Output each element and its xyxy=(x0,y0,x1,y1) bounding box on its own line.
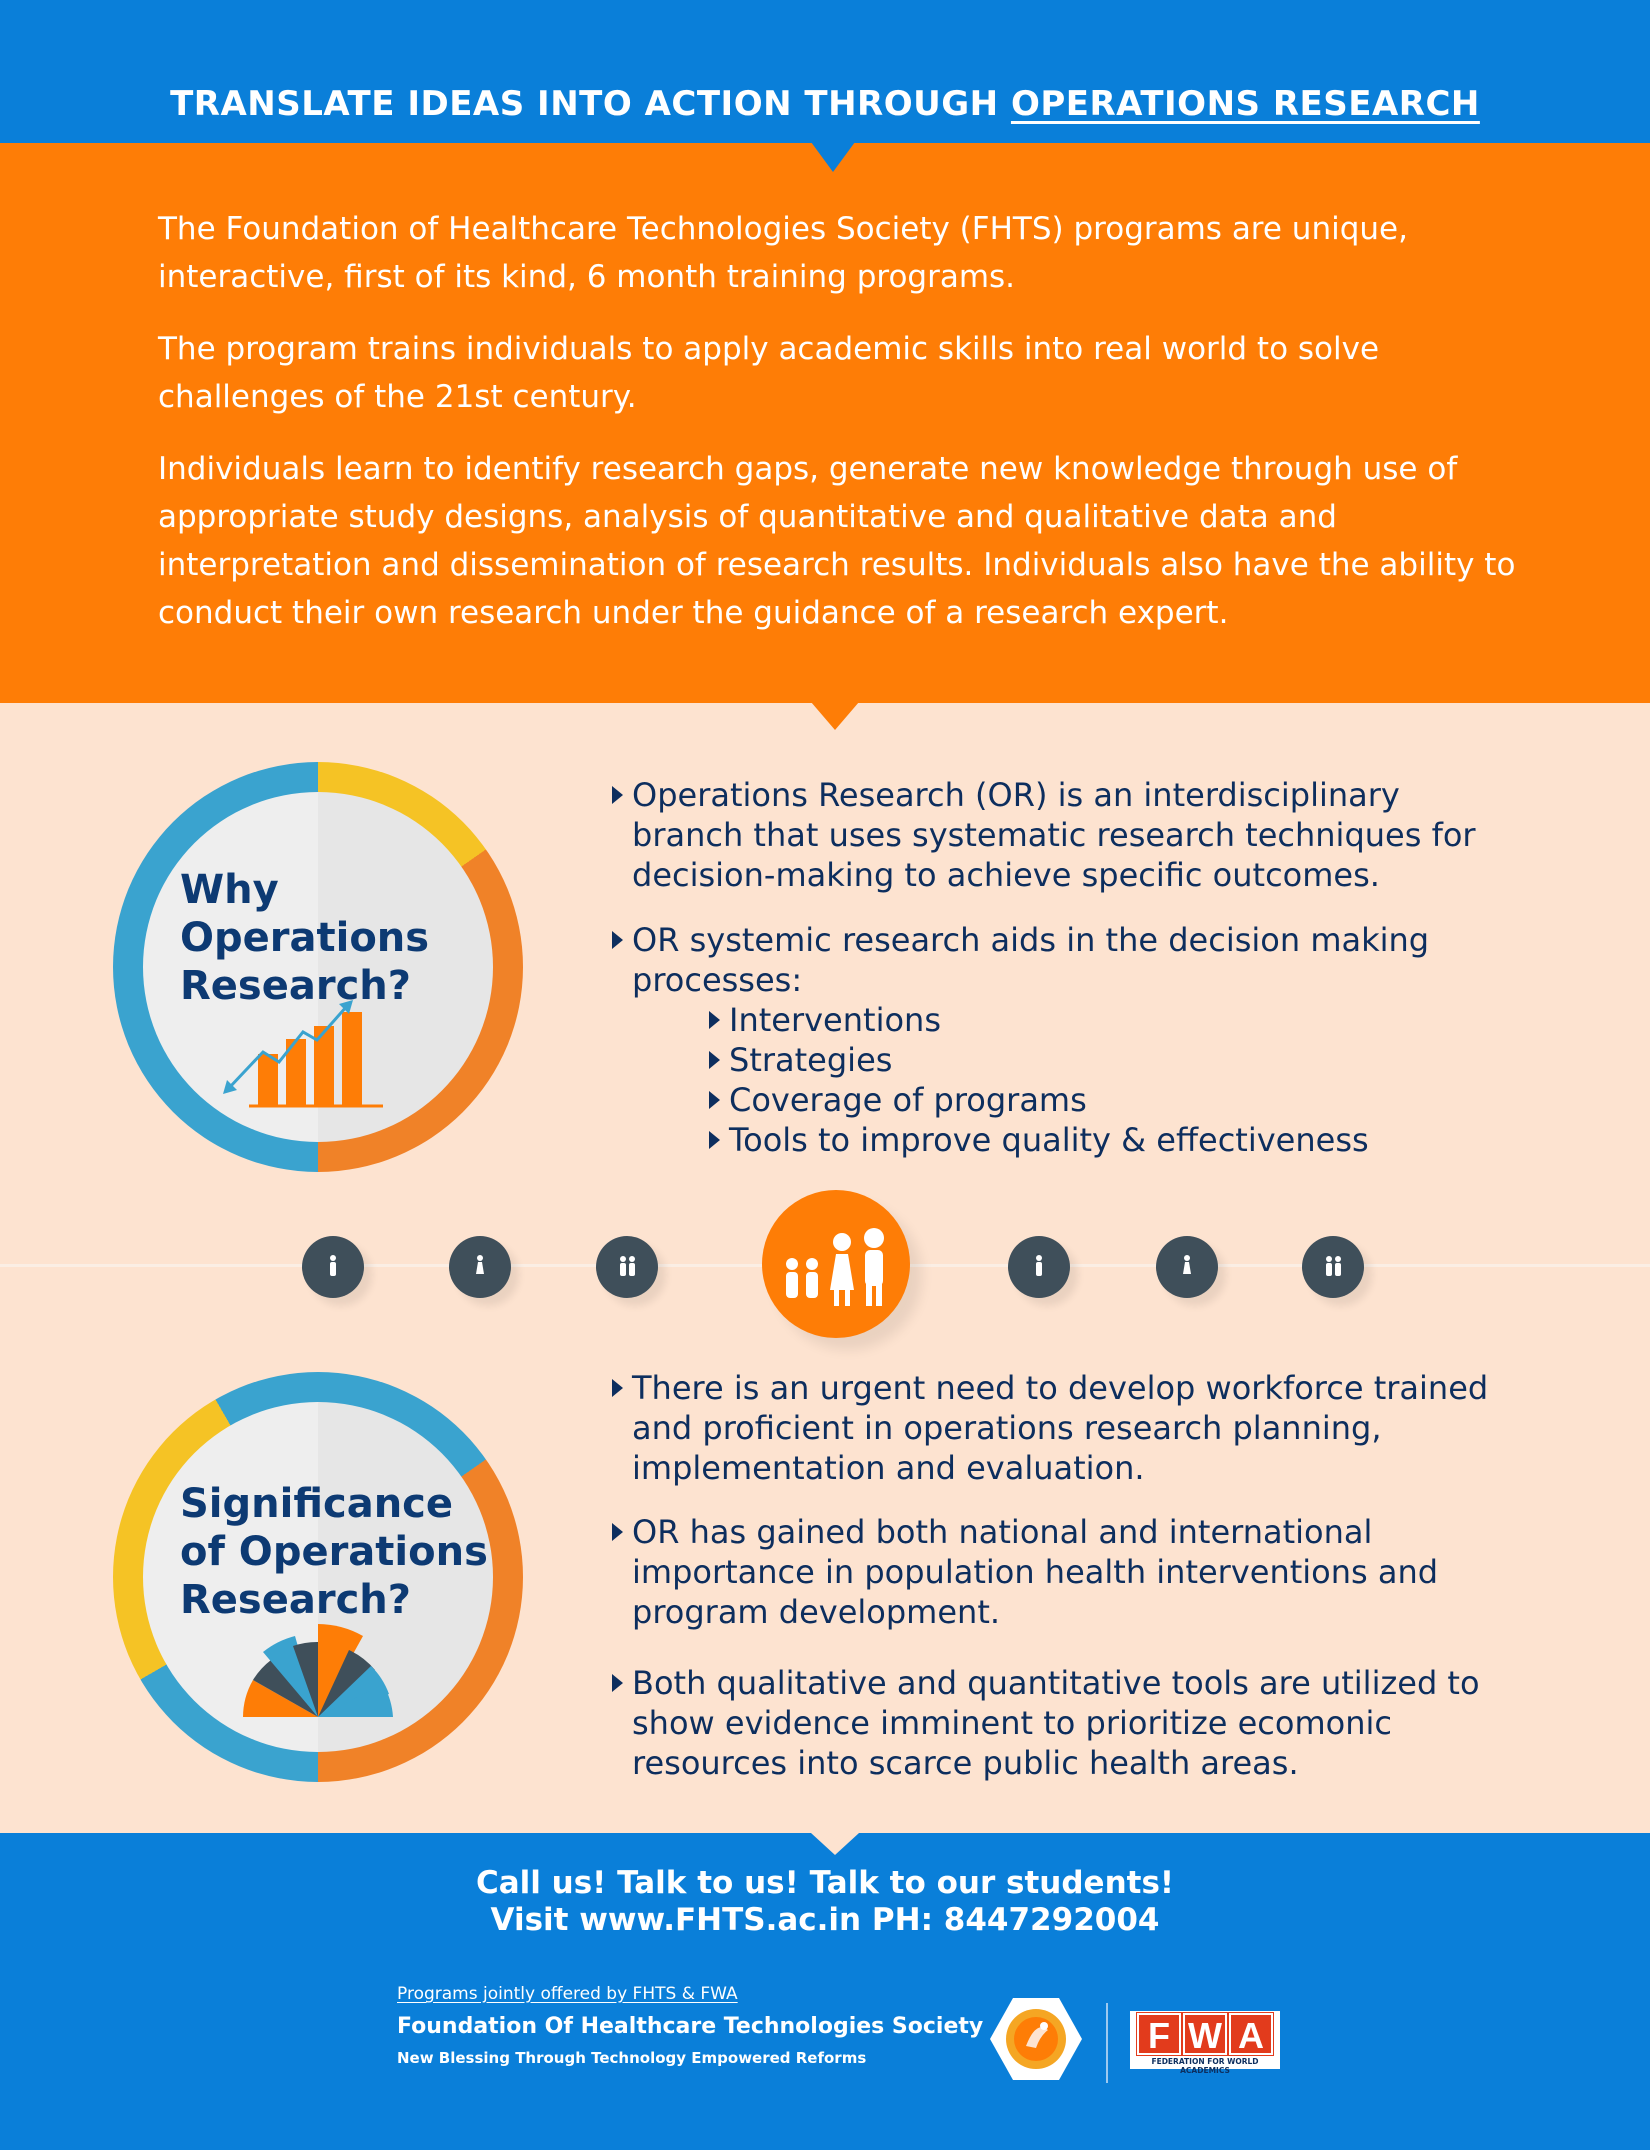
bullet-arrow-icon xyxy=(709,1091,720,1109)
fhts-logo-icon xyxy=(990,1996,1082,2082)
org-tagline: New Blessing Through Technology Empowered Reforms xyxy=(397,2049,867,2067)
header-banner xyxy=(0,0,1650,143)
intro-paragraph: Individuals learn to identify research gaps, generate new knowledge through use of appropriate study designs, analysis of quantitative and qualitative data and interpretation and dissemination of research results. Individuals also have the ability to conduct their own research under the guidance of a research expert. xyxy=(158,451,1516,631)
header-notch xyxy=(811,142,855,172)
list-item: OR has gained both national and international importance in population health interventions and program development. xyxy=(612,1512,1512,1632)
bullet-arrow-icon xyxy=(612,1523,623,1541)
list-item: Operations Research (OR) is an interdisciplinary branch that uses systematic research techniques for decision-making to achieve specific outcomes. xyxy=(612,775,1512,895)
fwa-logo xyxy=(1130,2011,1280,2075)
org-name: Foundation Of Healthcare Technologies Society xyxy=(397,2014,984,2039)
bullet-arrow-icon xyxy=(709,1011,720,1029)
intro-notch xyxy=(811,702,859,730)
list-item: Strategies xyxy=(612,1040,1512,1080)
bar-chart-icon xyxy=(213,992,413,1122)
list-item: There is an urgent need to develop workforce trained and proficient in operations research planning, implementation and evaluation. xyxy=(612,1368,1512,1488)
footer-notch xyxy=(811,1833,859,1855)
fwa-logo-letters: F W A xyxy=(1136,2013,1274,2055)
bullet-arrow-icon xyxy=(709,1051,720,1069)
list-item: Tools to improve quality & effectiveness xyxy=(612,1120,1512,1160)
family-icon xyxy=(1302,1236,1364,1298)
title-underlined: OPERATIONS RESEARCH xyxy=(1010,84,1480,124)
call-line: Call us! Talk to us! Talk to our students! xyxy=(475,1865,1175,1901)
fwa-logo-subtitle: FEDERATION FOR WORLD ACADEMICS xyxy=(1151,2057,1259,2075)
person-icon xyxy=(449,1236,511,1298)
intro-paragraph: The Foundation of Healthcare Technologies Society (FHTS) programs are unique, interactive, first of its kind, 6 month training programs. xyxy=(158,211,1408,295)
family-icon xyxy=(596,1236,658,1298)
bullet-arrow-icon xyxy=(612,1674,623,1692)
fan-chart-icon xyxy=(223,1622,413,1722)
bullet-arrow-icon xyxy=(612,931,623,949)
bullet-arrow-icon xyxy=(709,1131,720,1149)
list-item: OR systemic research aids in the decision making processes: xyxy=(612,920,1512,1000)
why-title: Why Operations Research? xyxy=(180,867,430,1009)
significance-bullets xyxy=(612,1368,1512,1783)
visit-line[interactable]: Visit www.FHTS.ac.in PH: 8447292004 xyxy=(490,1902,1160,1938)
significance-title: Significance of Operations Research? xyxy=(180,1481,488,1623)
bullet-arrow-icon xyxy=(612,786,623,804)
footer-separator xyxy=(1106,2003,1108,2083)
person-icon xyxy=(1008,1236,1070,1298)
person-icon xyxy=(1156,1236,1218,1298)
person-icon xyxy=(302,1236,364,1298)
intro-section xyxy=(0,143,1650,703)
offered-by-text: Programs jointly offered by FHTS & FWA xyxy=(397,1984,738,2004)
list-item: Both qualitative and quantitative tools are utilized to show evidence imminent to prioritize ecomonic resources into scarce public health areas. xyxy=(612,1663,1512,1783)
family-icon xyxy=(762,1190,910,1338)
list-item: Coverage of programs xyxy=(612,1080,1512,1120)
page-title: TRANSLATE IDEAS INTO ACTION THROUGH OPERATIONS RESEARCH xyxy=(170,84,1480,124)
bullet-arrow-icon xyxy=(612,1379,623,1397)
list-item: Interventions xyxy=(612,1000,1512,1040)
intro-paragraph: The program trains individuals to apply academic skills into real world to solve challenges of the 21st century. xyxy=(158,331,1380,415)
why-bullets xyxy=(612,775,1512,1160)
